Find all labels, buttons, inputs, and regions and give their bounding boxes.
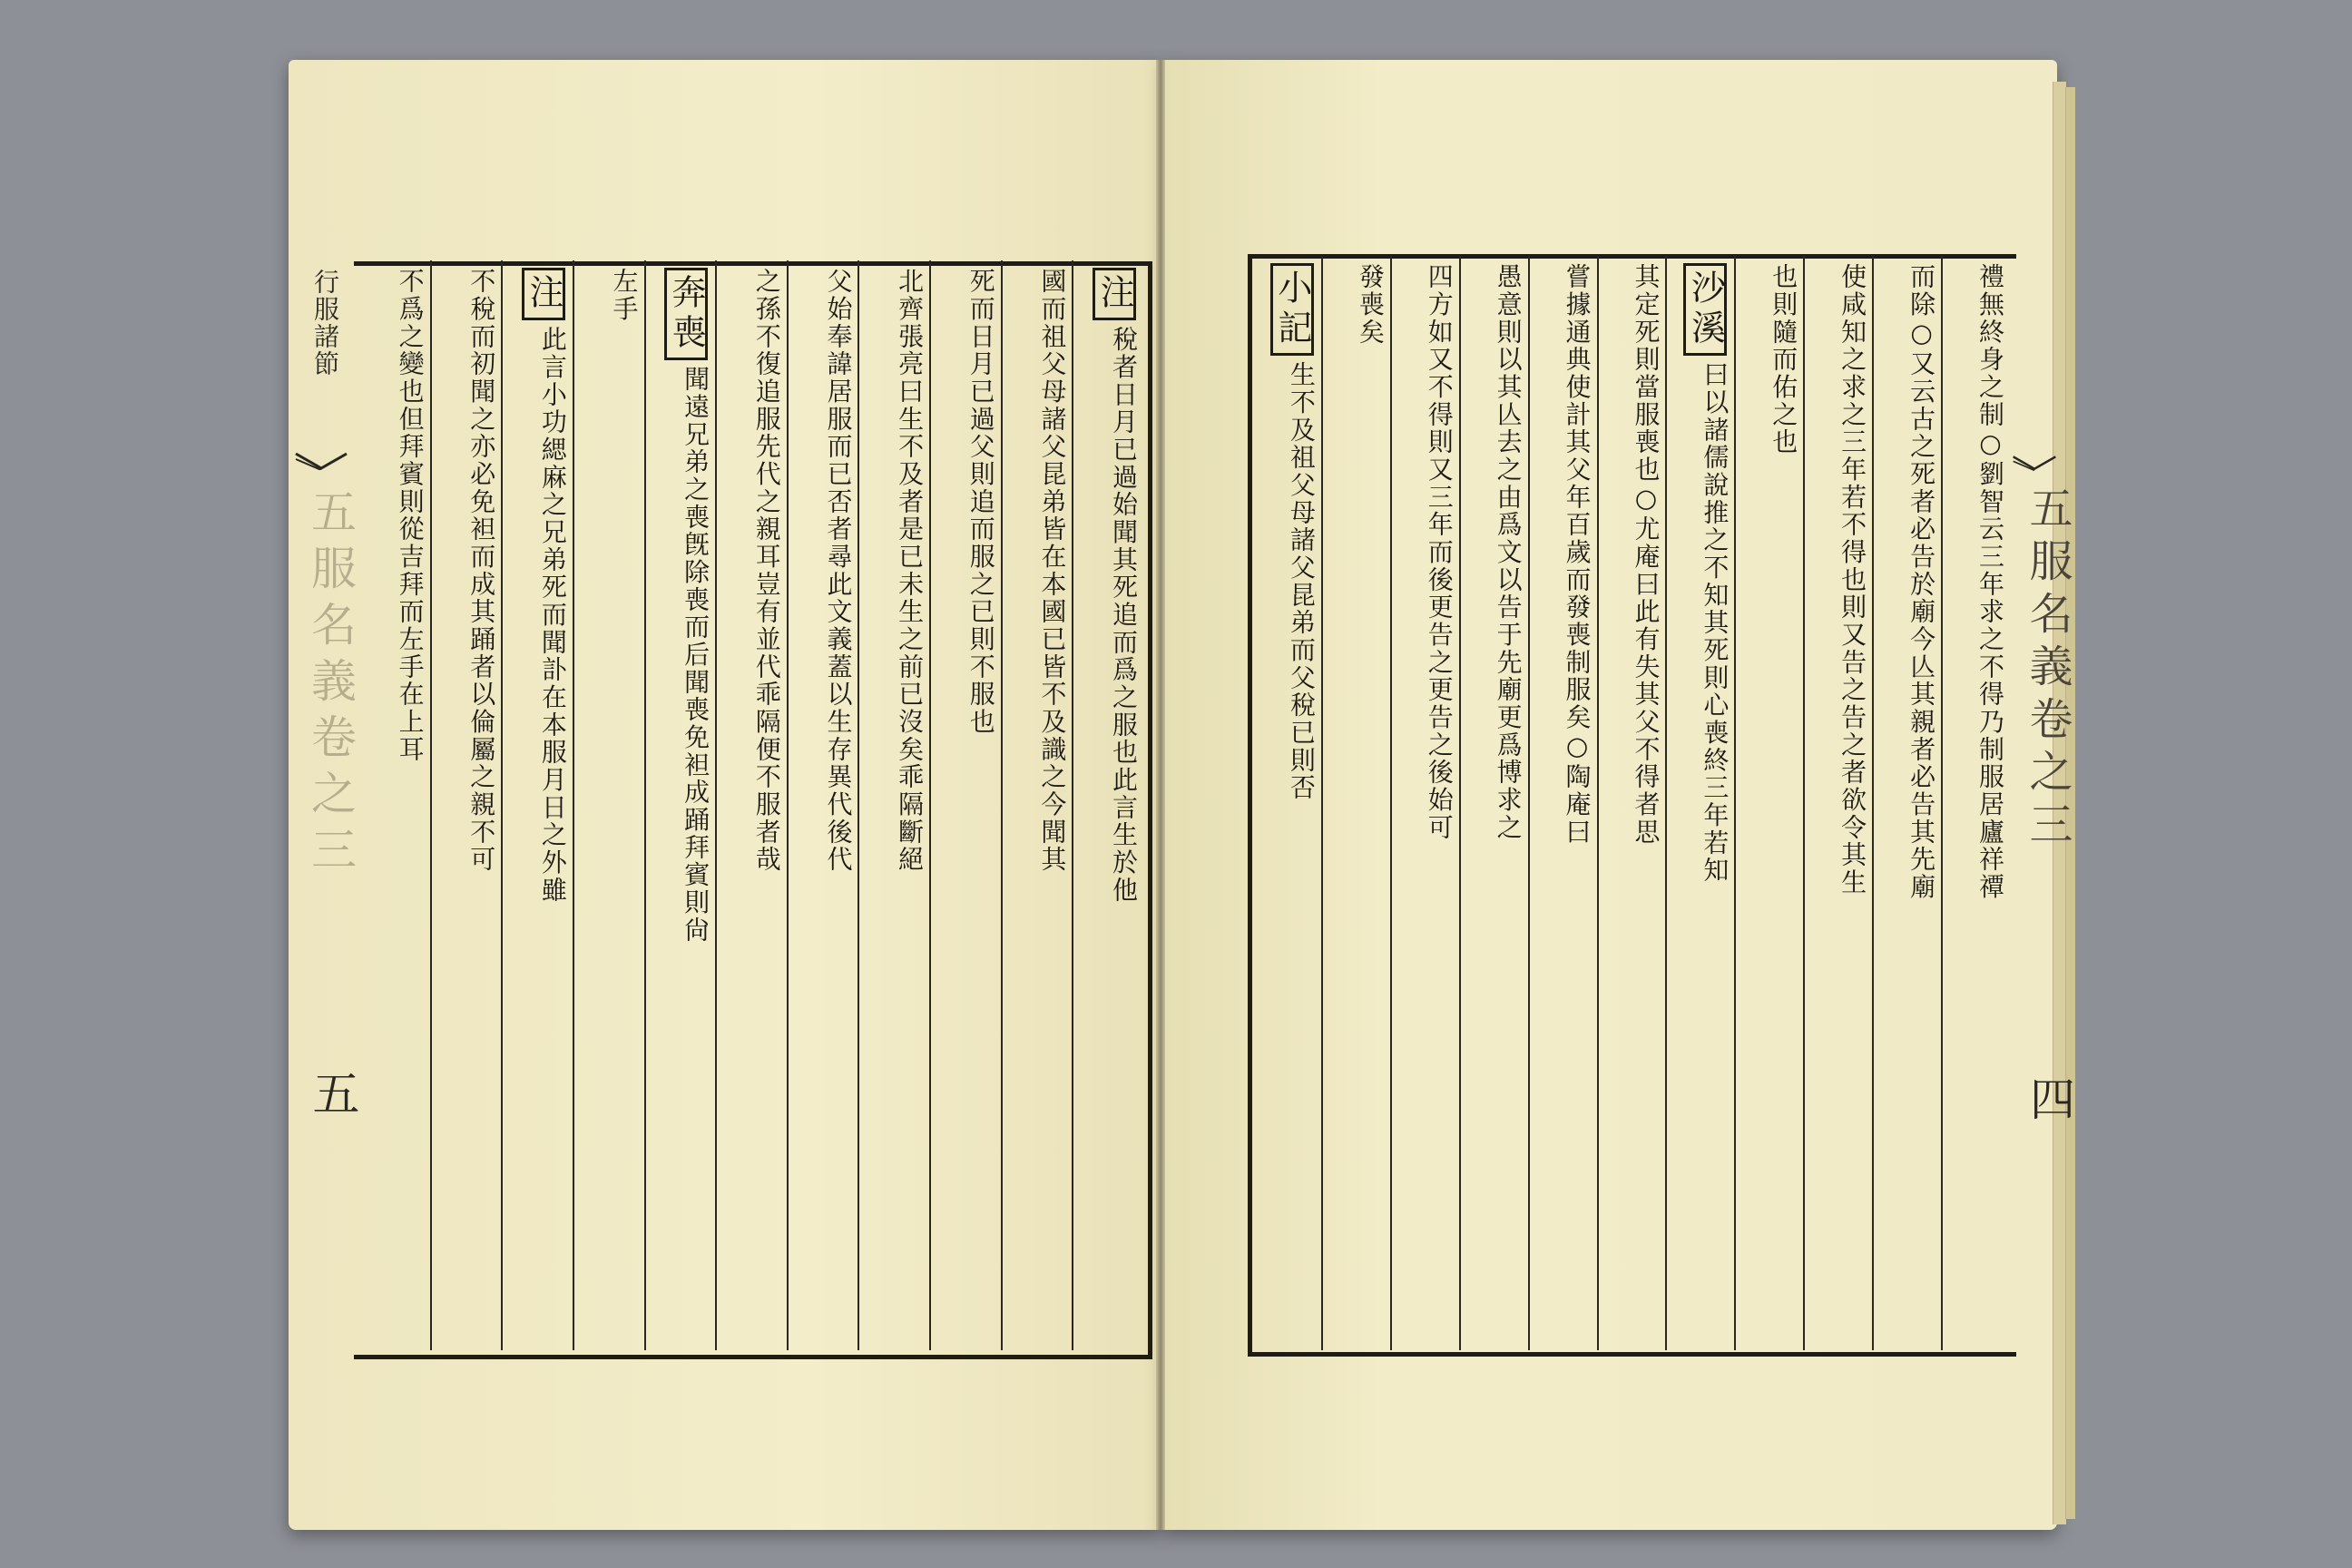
column-rule: [1001, 260, 1003, 1350]
column-text: 使咸知之求之三年若不得也則又告之告之者欲令其生: [1838, 263, 1868, 897]
text-column: [936, 268, 994, 1343]
column-text: 聞遠兄弟之喪旣除喪而后聞喪免袒成踊拜賓則尙: [681, 366, 711, 944]
column-rule: [1803, 256, 1805, 1350]
column-text: 發喪矣: [1355, 263, 1386, 346]
column-rule: [1665, 256, 1667, 1350]
column-text: 而除○又云古之死者必告於廟今亾其親者必告其先廟: [1906, 263, 1937, 901]
text-column: [1741, 263, 1799, 1343]
text-column: [1008, 268, 1068, 1343]
column-rule: [501, 260, 503, 1350]
column-rule: [1528, 256, 1530, 1350]
right-columns: [1252, 263, 2010, 1343]
column-rule: [929, 260, 931, 1350]
column-text: 父始奉諱居服而已否者尋此文義蓋以生存異代後代: [823, 268, 854, 874]
column-rule: [430, 260, 432, 1350]
column-text: 死而日月已過父則追而服之已則不服也: [965, 268, 996, 736]
text-column: [794, 268, 854, 1343]
column-rule: [1072, 260, 1073, 1350]
column-rule: [1321, 256, 1323, 1350]
text-column: [1466, 263, 1524, 1343]
text-column: [1535, 263, 1590, 1343]
right-center-strip: [2016, 254, 2075, 1352]
column-rule: [1872, 256, 1874, 1350]
column-rule: [1941, 256, 1943, 1350]
column-text: 愚意則以其亾去之由爲文以告于先廟更爲博求之: [1493, 263, 1524, 841]
text-column: [1397, 263, 1455, 1343]
column-text: 也則隨而佑之也: [1769, 263, 1799, 456]
column-rule: [1597, 256, 1599, 1350]
left-page-number: 五: [304, 1069, 358, 1116]
annotation-tag: 注: [522, 268, 565, 320]
text-column: [1810, 263, 1868, 1343]
text-column: [1948, 263, 2003, 1343]
column-text: 稅者日月已過始聞其死追而爲之服也此言生於他: [1108, 326, 1139, 904]
left-center-strip: [289, 261, 358, 1359]
column-text: 生不及祖父母諸父昆弟而父稅已則否: [1286, 361, 1317, 802]
column-text: 四方如又不得則又三年而後更告之更告之後始可: [1424, 263, 1455, 841]
text-column: [580, 268, 640, 1343]
column-text: 嘗據通典使計其父年百歲而發喪制服矣○陶庵曰: [1562, 263, 1592, 846]
left-columns: [358, 268, 1143, 1343]
text-column: [722, 268, 782, 1343]
fish-tail-icon: [2012, 454, 2057, 472]
text-column: [1879, 263, 1937, 1343]
column-text: 不爲之變也但拜賓則從吉拜而左手在上耳: [395, 268, 426, 763]
column-rule: [858, 260, 859, 1350]
right-page-number: 四: [2023, 1075, 2075, 1121]
text-column: [1328, 263, 1386, 1343]
annotation-tag: 奔喪: [664, 268, 708, 360]
column-rule: [1459, 256, 1461, 1350]
column-text: 不稅而初聞之亦必免袒而成其踊者以倫屬之親不可: [466, 268, 497, 874]
text-column: [652, 268, 709, 1343]
column-text: 其定死則當服喪也○尤庵曰此有失其父不得者思: [1631, 263, 1661, 846]
text-column: [1604, 263, 1659, 1343]
annotation-tag: 小記: [1270, 263, 1314, 356]
column-text: 此言小功緦麻之兄弟死而聞訃在本服月日之外雖: [537, 326, 568, 904]
column-rule: [1734, 256, 1736, 1350]
column-text: 北齊張亮曰生不及者是已未生之前已沒矣乖隔斷絕: [895, 268, 926, 874]
column-text: 左手: [609, 268, 640, 323]
right-center-title: 五服名義卷之三: [2022, 485, 2073, 854]
column-rule: [787, 260, 789, 1350]
fish-tail-icon: [294, 452, 348, 470]
text-column: [508, 268, 568, 1343]
column-rule: [1390, 256, 1392, 1350]
text-column: [1259, 263, 1317, 1343]
column-rule: [573, 260, 574, 1350]
text-column: [865, 268, 926, 1343]
left-center-title: 五服名義卷之三: [304, 488, 357, 882]
column-text: 之孫不復追服先代之親耳豈有並代乖隔便不服者哉: [751, 268, 782, 874]
left-outer-margin-label: 行服諸節: [310, 269, 340, 377]
column-rule: [644, 260, 646, 1350]
column-text: 禮無終身之制○劉智云三年求之不得乃制服居廬祥禫: [1975, 263, 2005, 901]
text-column: [366, 268, 426, 1343]
annotation-tag: 注: [1093, 268, 1136, 320]
text-column: [1672, 263, 1730, 1343]
text-column: [437, 268, 495, 1343]
text-column: [1079, 268, 1139, 1343]
column-text: 國而祖父母諸父昆弟皆在本國已皆不及識之今聞其: [1037, 268, 1068, 874]
column-rule: [715, 260, 717, 1350]
column-text: 曰以諸儒說推之不知其死則心喪終三年若知: [1700, 361, 1730, 885]
annotation-tag: 沙溪: [1683, 263, 1727, 356]
